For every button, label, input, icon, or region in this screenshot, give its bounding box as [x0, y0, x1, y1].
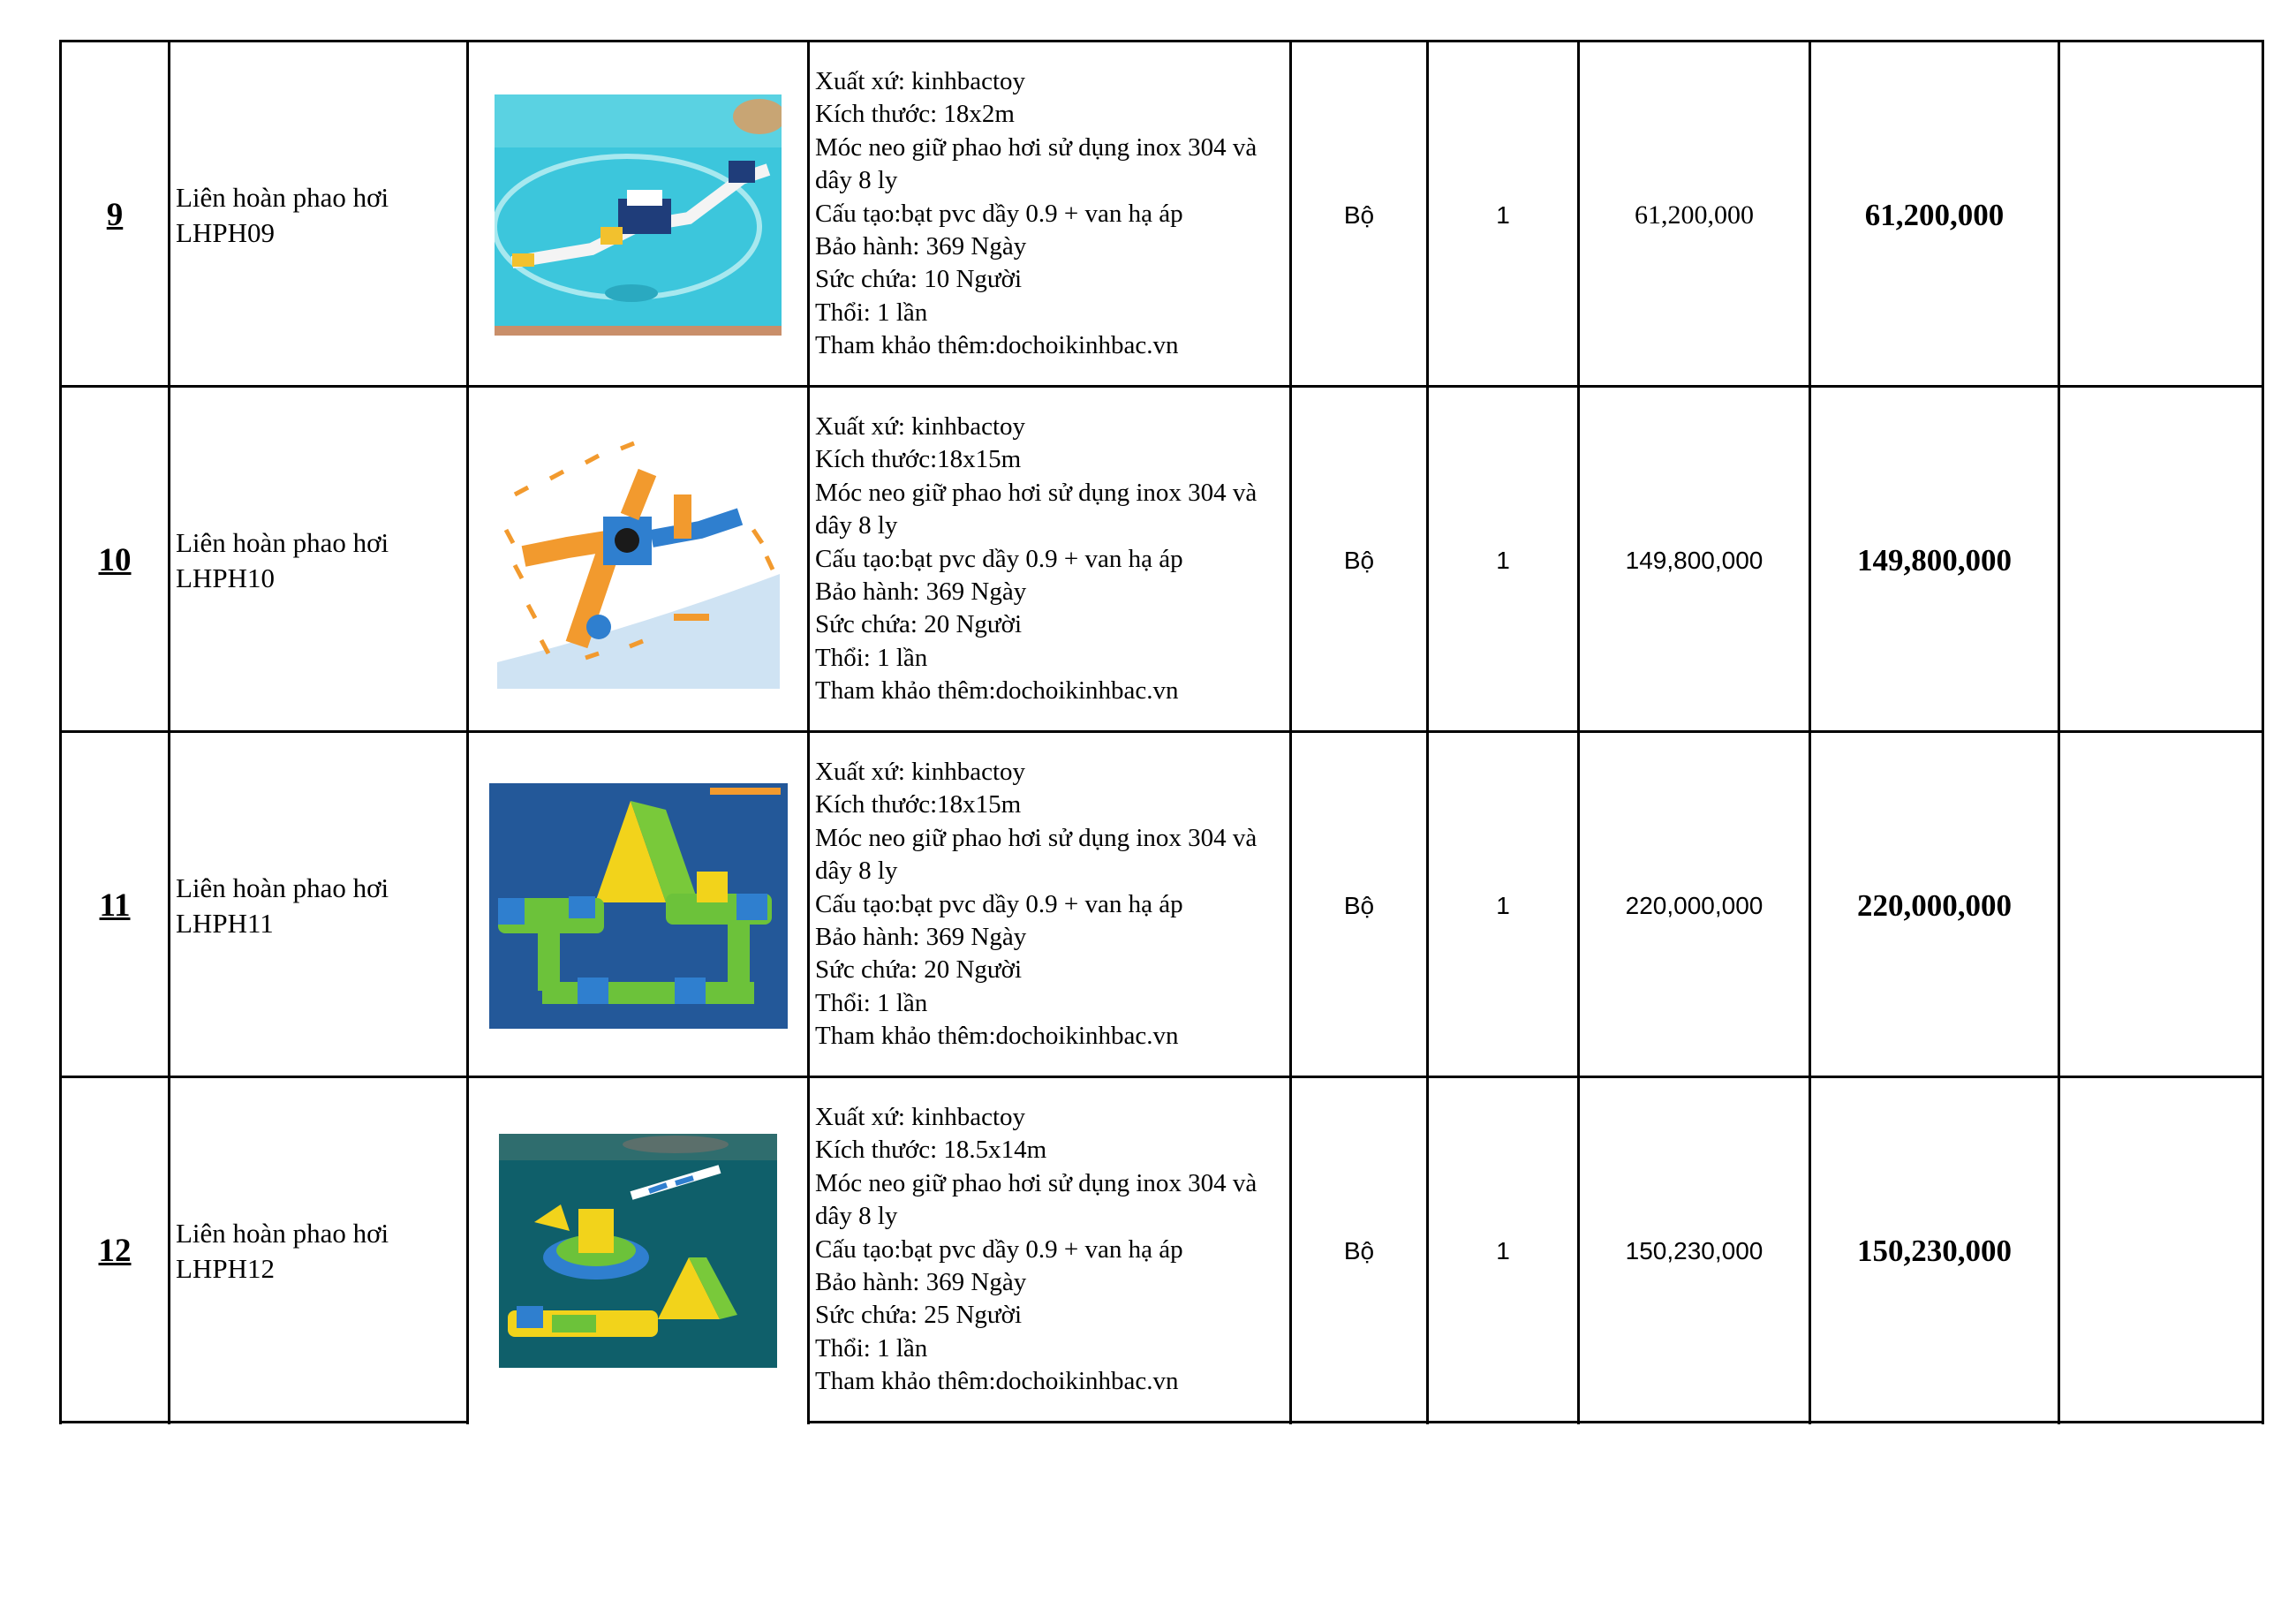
- unit-price: 61,200,000: [1635, 200, 1754, 230]
- quantity: 1: [1496, 891, 1510, 919]
- product-name: Liên hoàn phao hơi LHPH09: [176, 181, 389, 248]
- grid-line: [1809, 40, 1811, 1424]
- grid-line: [807, 1421, 2264, 1423]
- grid-line: [59, 1076, 2264, 1078]
- grid-line: [168, 40, 170, 1424]
- unit: Bộ: [1343, 1236, 1375, 1264]
- grid-line: [59, 40, 2264, 42]
- quantity: 1: [1496, 200, 1510, 229]
- line-total: 220,000,000: [1857, 887, 2012, 923]
- row-number: 9: [106, 197, 124, 233]
- product-description: Xuất xứ: kinhbactoy Kích thước:18x15m Móc neo giữ phao hơi sử dụng inox 304 và dây 8 ly Cấu tạo:bạt pvc dầy 0.9 + van hạ áp Bảo hành: 369 Ngày Sức chứa: 20 Người Thổi: 1 lần Tham khảo thêm:dochoikinhbac.vn: [815, 758, 1258, 1051]
- product-photo: [495, 94, 782, 336]
- product-name: Liên hoàn phao hơi LHPH10: [176, 526, 389, 593]
- product-photo: [489, 783, 788, 1029]
- grid-line: [466, 40, 469, 1424]
- quantity: 1: [1496, 546, 1510, 574]
- grid-line: [59, 1421, 469, 1423]
- product-name: Liên hoàn phao hơi LHPH11: [176, 872, 389, 939]
- quantity: 1: [1496, 1236, 1510, 1264]
- table-row: [59, 388, 2264, 733]
- grid-line: [59, 40, 62, 1424]
- unit: Bộ: [1343, 200, 1375, 229]
- line-total: 61,200,000: [1864, 197, 2005, 232]
- product-photo: [497, 433, 780, 689]
- grid-line: [59, 730, 2264, 733]
- unit-price: 220,000,000: [1625, 891, 1764, 919]
- table-row: [59, 1078, 2264, 1423]
- table-row: [59, 733, 2264, 1078]
- grid-line: [59, 385, 2264, 388]
- grid-line: [1426, 40, 1429, 1424]
- product-photo: [499, 1134, 777, 1368]
- grid-line: [1577, 40, 1580, 1424]
- line-total: 149,800,000: [1857, 542, 2012, 577]
- grid-line: [2058, 40, 2060, 1424]
- grid-line: [1289, 40, 1292, 1424]
- product-table: [59, 40, 2264, 1424]
- row-number: 12: [98, 1233, 132, 1269]
- line-total: 150,230,000: [1857, 1233, 2012, 1268]
- unit-price: 149,800,000: [1625, 546, 1764, 574]
- unit: Bộ: [1343, 891, 1375, 919]
- unit-price: 150,230,000: [1625, 1236, 1764, 1264]
- product-description: Xuất xứ: kinhbactoy Kích thước: 18x2m Móc neo giữ phao hơi sử dụng inox 304 và dây 8 ly Cấu tạo:bạt pvc dầy 0.9 + van hạ áp Bảo hành: 369 Ngày Sức chứa: 10 Người Thổi: 1 lần Tham khảo thêm:dochoikinhbac.vn: [815, 67, 1258, 360]
- product-name: Liên hoàn phao hơi LHPH12: [176, 1217, 389, 1284]
- table-row: [59, 42, 2264, 388]
- row-number: 11: [99, 887, 131, 924]
- unit: Bộ: [1343, 546, 1375, 574]
- row-number: 10: [98, 542, 132, 578]
- grid-line: [807, 40, 810, 1424]
- grid-line: [2262, 40, 2264, 1424]
- product-description: Xuất xứ: kinhbactoy Kích thước:18x15m Móc neo giữ phao hơi sử dụng inox 304 và dây 8 ly Cấu tạo:bạt pvc dầy 0.9 + van hạ áp Bảo hành: 369 Ngày Sức chứa: 20 Người Thổi: 1 lần Tham khảo thêm:dochoikinhbac.vn: [815, 412, 1258, 706]
- product-description: Xuất xứ: kinhbactoy Kích thước: 18.5x14m Móc neo giữ phao hơi sử dụng inox 304 và dây 8 ly Cấu tạo:bạt pvc dầy 0.9 + van hạ áp Bảo hành: 369 Ngày Sức chứa: 25 Người Thổi: 1 lần Tham khảo thêm:dochoikinhbac.vn: [815, 1103, 1258, 1396]
